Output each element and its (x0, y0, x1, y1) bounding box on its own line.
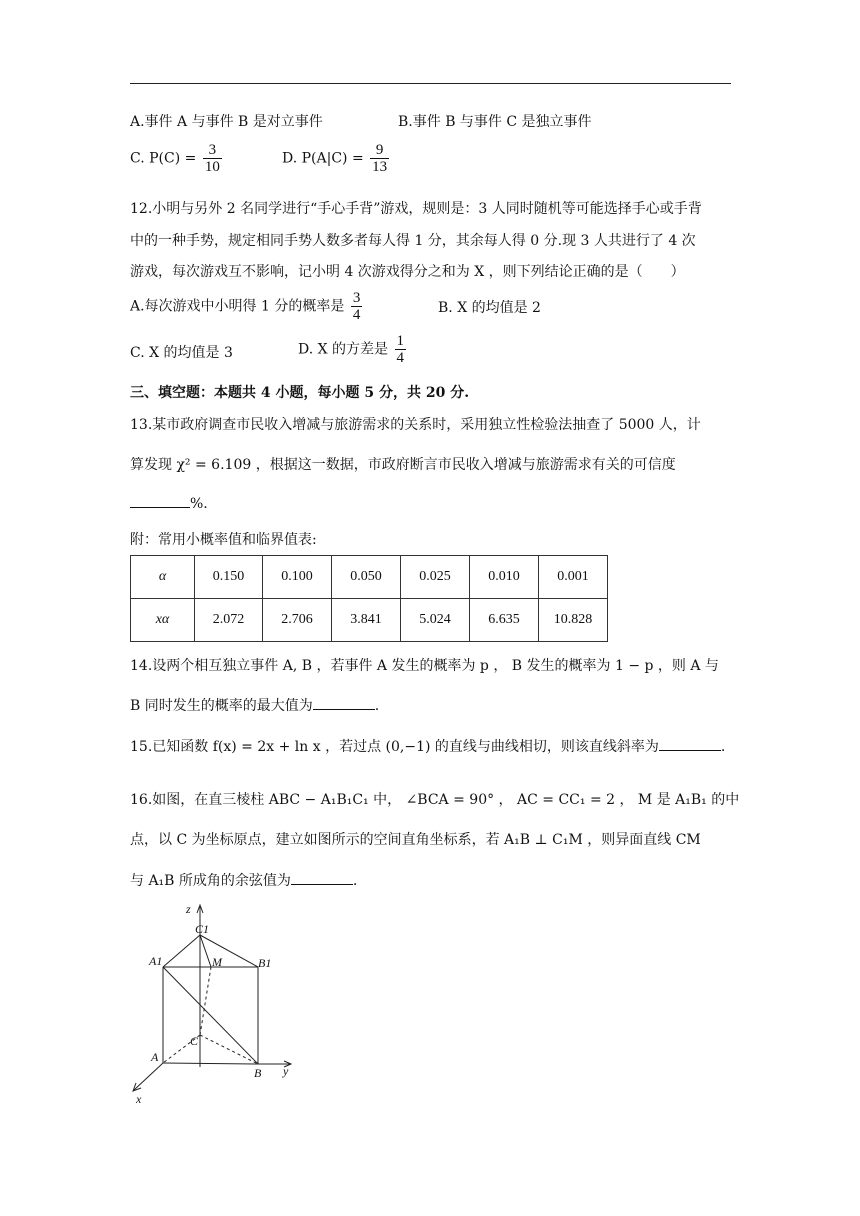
table-cell: 2.072 (195, 599, 263, 642)
edge-c1-a1 (163, 935, 200, 967)
q11-option-c-prefix: C. P(C) = (130, 150, 197, 167)
q11-option-c-numerator: 3 (203, 142, 222, 159)
table-cell: 0.001 (539, 556, 608, 599)
x-axis-label: x (136, 1092, 142, 1105)
q13-table-note: 附：常用小概率值和临界值表: (130, 532, 317, 548)
q13-line-3-suffix: %. (190, 496, 208, 512)
q15-line-1-end: . (720, 739, 726, 755)
label-b: B (254, 1066, 262, 1080)
edge-c1-b1 (200, 935, 258, 967)
q16-line-3-end: . (352, 873, 358, 889)
q12-option-a-denominator: 4 (352, 307, 361, 323)
table-cell: 0.050 (332, 556, 401, 599)
q12-line-2: 中的一种手势，规定相同手势人数多者每人得 1 分，其余每人得 0 分.现 3 人共进行了 4 次 (130, 233, 696, 249)
edge-c-m-hidden (200, 967, 211, 1035)
q12-option-b: B. X 的均值是 2 (438, 300, 541, 316)
label-c: C (190, 1034, 199, 1048)
q16-line-1: 16.如图，在直三棱柱 ABC − A₁B₁C₁ 中， ∠BCA = 90° ， AC = CC₁ = 2 ， M 是 A₁B₁ 的中 (130, 792, 740, 808)
z-axis-label: z (186, 902, 191, 916)
q13-line-2: 算发现 χ² = 6.109 ，根据这一数据，市政府断言市民收入增减与旅游需求有关的可信度 (130, 457, 676, 473)
label-a1: A1 (149, 954, 163, 968)
q14-line-2 (130, 696, 379, 716)
q14-answer-blank (313, 709, 375, 710)
table-row-x-alpha (131, 599, 608, 642)
q11-option-a: A.事件 A 与事件 B 是对立事件 (130, 114, 323, 130)
q12-option-d-denominator: 4 (396, 350, 404, 366)
q11-option-c (130, 142, 224, 175)
table-cell: 10.828 (539, 599, 608, 642)
label-m: M (212, 955, 222, 969)
label-b1: B1 (258, 956, 272, 970)
q11-option-c-denominator: 10 (204, 159, 220, 175)
q12-option-d (298, 333, 408, 366)
q12-option-d-fraction (395, 333, 407, 366)
q12-line-3: 游戏，每次游戏互不影响，记小明 4 次游戏得分之和为 X ，则下列结论正确的是（ ） (130, 264, 685, 280)
q12-option-a-numerator: 3 (352, 290, 361, 306)
q11-option-d-denominator: 13 (372, 159, 388, 175)
q12-option-c: C. X 的均值是 3 (130, 345, 233, 361)
q12-option-a (130, 290, 364, 323)
label-a: A (151, 1050, 159, 1064)
table-cell: 0.010 (470, 556, 539, 599)
edge-c-b-hidden (200, 1035, 258, 1064)
critical-value-table (130, 555, 608, 642)
q12-option-a-fraction (351, 290, 363, 323)
q13-line-1: 13.某市政府调查市民收入增减与旅游需求的关系时，采用独立性检验法抽查了 5000 人，计 (130, 417, 701, 433)
table-row-label: xα (131, 599, 195, 642)
x-axis (134, 1063, 163, 1090)
q15-answer-blank (659, 750, 721, 751)
q13-line-3 (130, 494, 208, 514)
q11-option-d-fraction (370, 142, 389, 175)
edge-a-b (163, 1063, 258, 1064)
table-cell: 6.635 (470, 599, 539, 642)
q11-option-b: B.事件 B 与事件 C 是独立事件 (398, 114, 592, 130)
q11-option-c-fraction (203, 142, 222, 175)
table-cell: 2.706 (263, 599, 332, 642)
table-row-label: α (131, 556, 195, 599)
table-cell: 5.024 (401, 599, 470, 642)
q16-line-3-text: 与 A₁B 所成角的余弦值为 (130, 873, 291, 889)
table-cell: 0.025 (401, 556, 470, 599)
q16-line-2: 点，以 C 为坐标原点，建立如图所示的空间直角坐标系，若 A₁B ⊥ C₁M ，则异面直线 CM (130, 832, 701, 848)
q15-line-1 (130, 737, 725, 757)
q11-option-d-prefix: D. P(A|C) = (282, 150, 364, 167)
q12-option-a-prefix: A.每次游戏中小明得 1 分的概率是 (130, 298, 345, 315)
edge-a1-b (163, 967, 258, 1064)
q11-option-d-numerator: 9 (370, 142, 389, 159)
table-cell: 0.100 (263, 556, 332, 599)
prism-figure (128, 895, 303, 1105)
q14-line-1: 14.设两个相互独立事件 A, B ，若事件 A 发生的概率为 p ， B 发生的概率为 1 − p ，则 A 与 (130, 658, 719, 674)
q16-line-3 (130, 871, 357, 891)
q12-option-d-numerator: 1 (396, 333, 404, 349)
label-c1: C1 (195, 922, 210, 936)
section-3-heading: 三、填空题：本题共 4 小题，每小题 5 分，共 20 分. (130, 385, 470, 401)
table-cell: 0.150 (195, 556, 263, 599)
q15-line-1-text: 15.已知函数 f(x) = 2x + ln x ，若过点 (0,−1) 的直线与曲线相切，则该直线斜率为 (130, 739, 659, 755)
q16-answer-blank (291, 884, 353, 885)
q14-line-2-end: . (374, 698, 380, 714)
y-axis-label: y (283, 1064, 289, 1078)
header-rule (130, 83, 731, 84)
q11-option-d (282, 142, 391, 175)
q14-line-2-text: B 同时发生的概率的最大值为 (130, 698, 313, 714)
table-cell: 3.841 (332, 599, 401, 642)
q12-option-d-prefix: D. X 的方差是 (298, 341, 389, 358)
q13-answer-blank (130, 507, 190, 508)
table-row-alpha (131, 556, 608, 599)
q12-line-1: 12.小明与另外 2 名同学进行“手心手背”游戏，规则是：3 人同时随机等可能选择手心或手背 (130, 201, 702, 217)
